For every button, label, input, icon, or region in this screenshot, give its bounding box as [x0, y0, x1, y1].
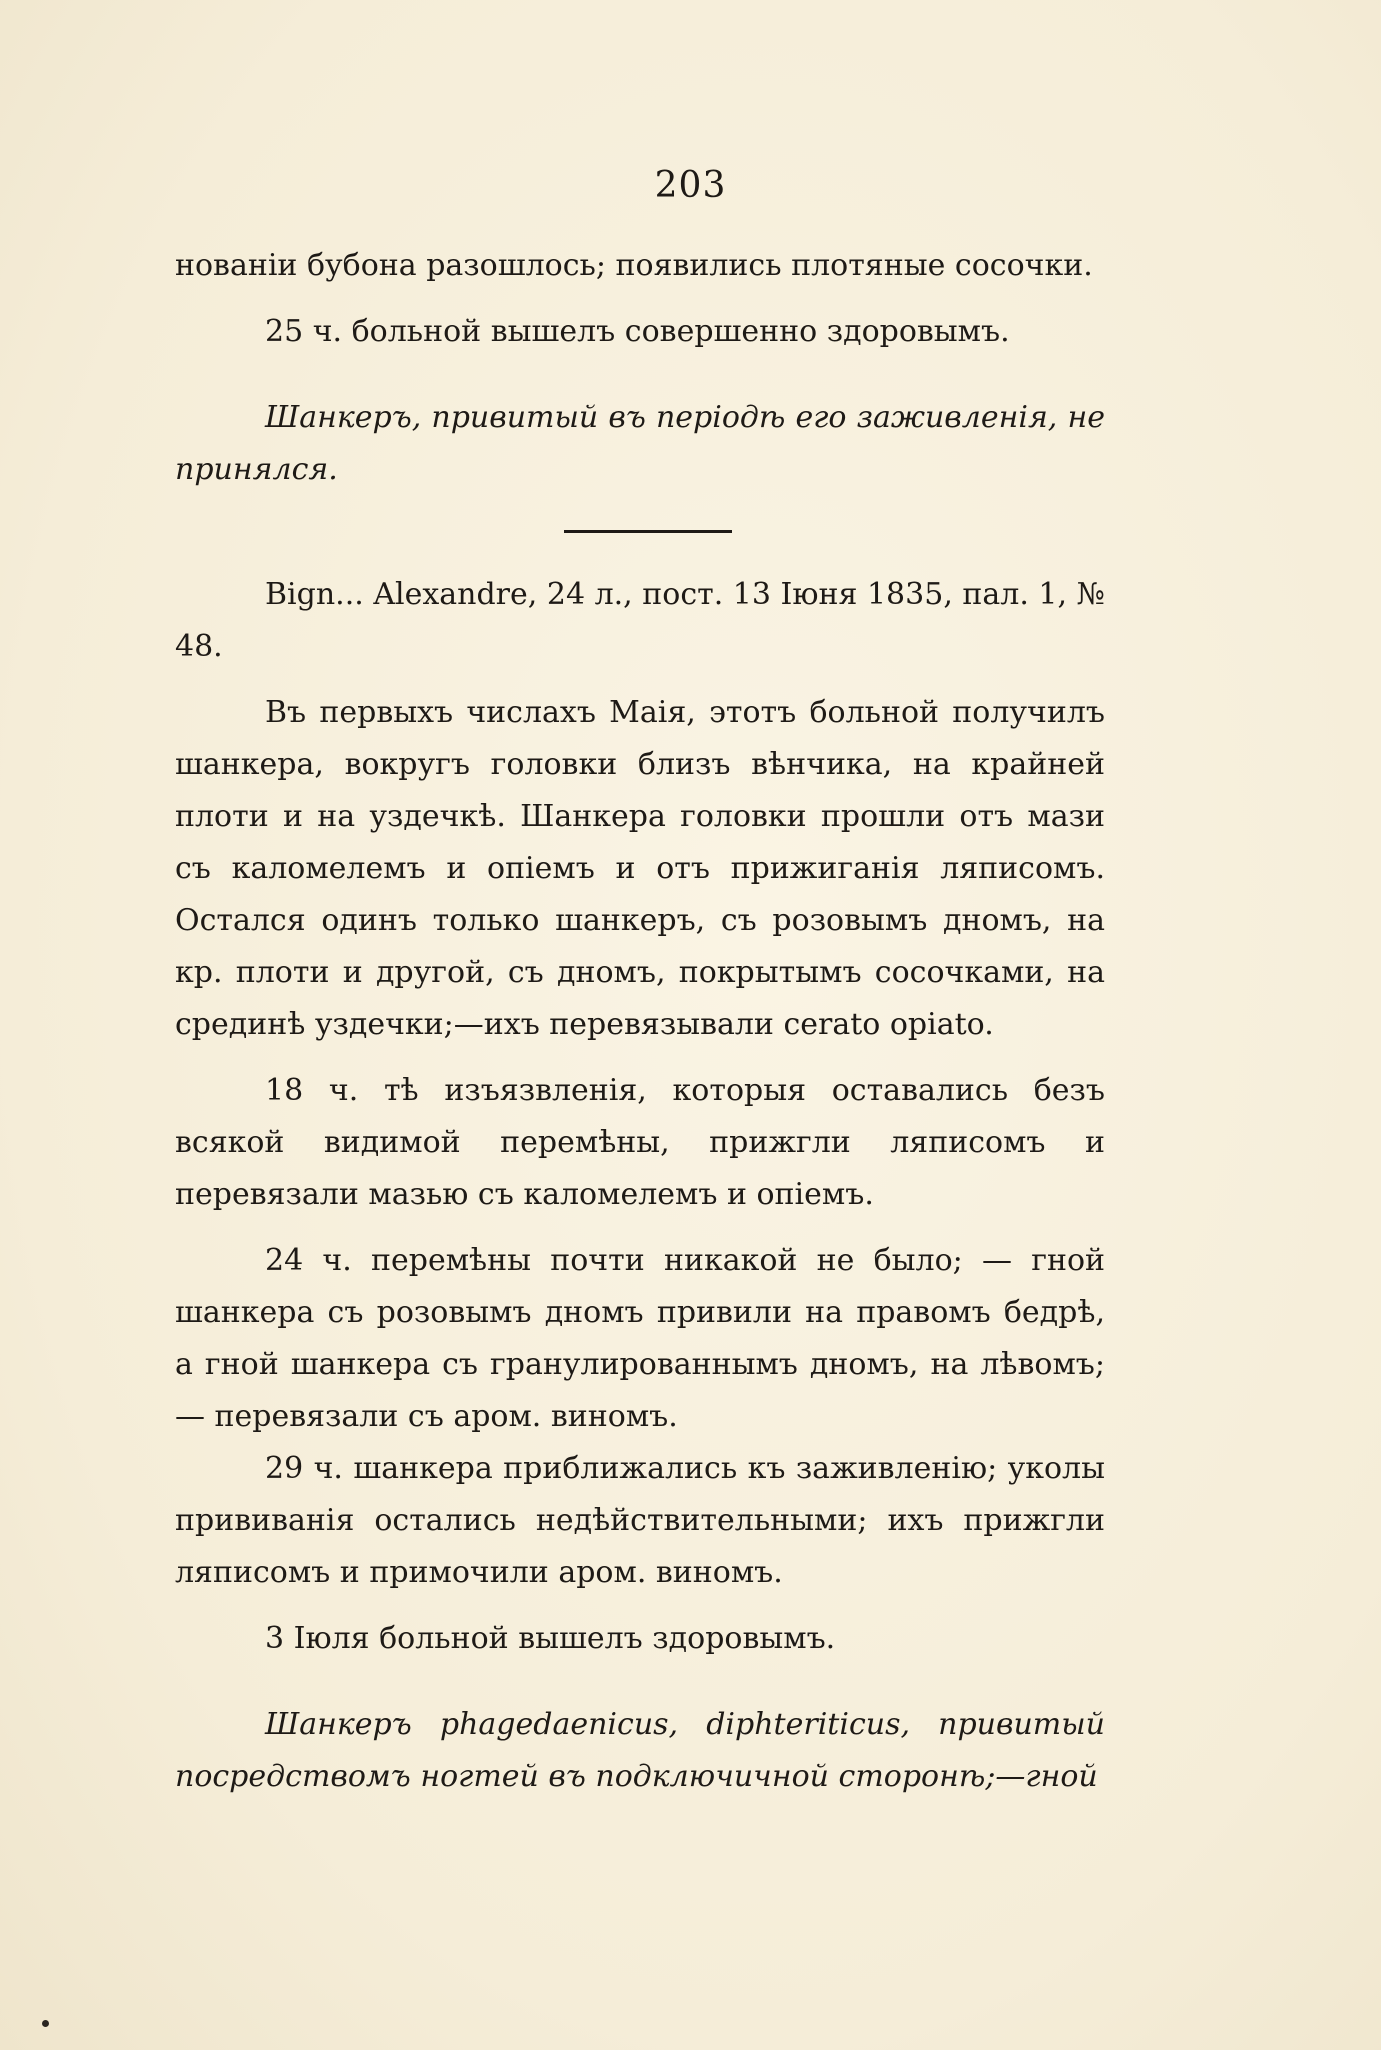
paragraph-phagedaenic-italic: Шанкеръ phagedaenicus, diphteriticus, привитый посредствомъ ногтей въ подключичной сторонѣ;—гной — [175, 1707, 1105, 1794]
ink-speck — [42, 2020, 49, 2027]
paragraph-day-24: 24 ч. перемѣны почти никакой не было; — гной шанкера съ розовымъ дномъ привили на правомъ бедрѣ, а гной шанкера съ гранулированнымъ дномъ, на лѣвомъ; — перевязали съ аром. виномъ. — [175, 1243, 1105, 1434]
paragraph-case-history: Въ первыхъ числахъ Маія, этотъ больной получилъ шанкера, вокругъ головки близъ вѣнчика, на крайней плоти и на уздечкѣ. Шанкера головки прошли отъ мази съ каломелемъ и опіемъ и отъ прижиганія ляписомъ. Остался одинъ только шанкеръ, съ розовымъ дномъ, на кр. плоти и другой, съ дномъ, покрытымъ сосочками, на срединѣ уздечки;—ихъ перевязывали cerato opiato. — [175, 695, 1105, 1042]
paragraph-bubon-continued: нованіи бубона разошлось; появились плотяные сосочки. — [175, 248, 1093, 283]
paragraph-day-29: 29 ч. шанкера приближались къ заживленію; уколы прививанія остались недѣйствительными; ихъ прижгли ляписомъ и примочили аром. виномъ. — [175, 1451, 1105, 1590]
section-divider — [564, 530, 732, 533]
paragraph-discharge-25: 25 ч. больной вышелъ совершенно здоровымъ. — [265, 314, 1010, 349]
paragraph-discharge-july: 3 Іюля больной вышелъ здоровымъ. — [265, 1621, 836, 1656]
paragraph-day-18: 18 ч. тѣ изъязвленія, которыя оставались безъ всякой видимой перемѣны, прижгли ляписомъ и перевязали мазью съ каломелемъ и опіемъ. — [175, 1073, 1105, 1212]
page-number: 203 — [654, 165, 727, 206]
page-body — [175, 240, 1105, 1803]
paragraph-case-header: Bign... Alexandre, 24 л., пост. 13 Іюня 1835, пал. 1, № 48. — [175, 577, 1105, 664]
paragraph-conclusion-italic: Шанкеръ, привитый въ періодѣ его заживленія, не принялся. — [175, 400, 1105, 487]
